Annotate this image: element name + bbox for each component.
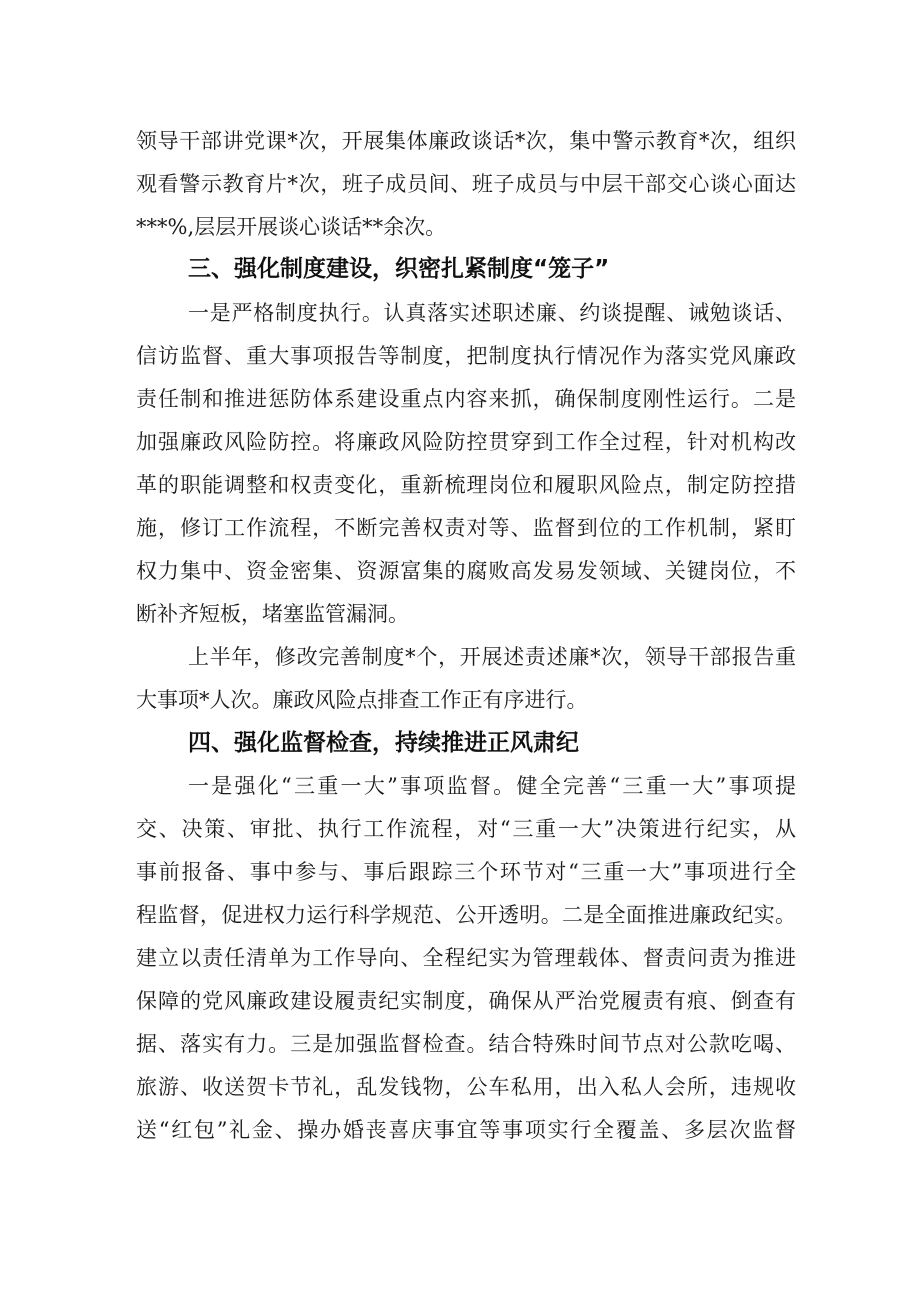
- text-line: 责任制和推进惩防体系建设重点内容来抓，确保制度刚性运行。二是: [136, 387, 796, 411]
- text-line: 交、决策、审批、执行工作流程，对“三重一大”决策进行纪实，从: [136, 817, 796, 841]
- text-line: 一是强化“三重一大”事项监督。健全完善“三重一大”事项提: [188, 774, 796, 798]
- text-line: 程监督，促进权力运行科学规范、公开透明。二是全面推进廉政纪实。: [136, 903, 796, 927]
- text-line: 观看警示教育片*次，班子成员间、班子成员与中层干部交心谈心面达: [136, 172, 796, 196]
- section-heading-4: 四、强化监督检查，持续推进正风肃纪: [188, 730, 579, 756]
- text-line: 大事项*人次。廉政风险点排查工作正有序进行。: [136, 688, 588, 712]
- text-line: 施，修订工作流程，不断完善权责对等、监督到位的工作机制，紧盯: [136, 516, 796, 540]
- text-line: ***%,层层开展谈心谈话**余次。: [136, 215, 447, 239]
- text-line: 送“红包”礼金、操办婚丧喜庆事宜等事项实行全覆盖、多层次监督: [136, 1118, 796, 1142]
- text-line: 加强廉政风险防控。将廉政风险防控贯穿到工作全过程，针对机构改: [136, 430, 796, 454]
- text-line: 上半年，修改完善制度*个，开展述责述廉*次，领导干部报告重: [188, 645, 796, 669]
- text-line: 旅游、收送贺卡节礼，乱发钱物，公车私用，出入私人会所，违规收: [136, 1075, 796, 1099]
- text-line: 一是严格制度执行。认真落实述职述廉、约谈提醒、诫勉谈话、: [188, 301, 796, 325]
- text-line: 事前报备、事中参与、事后跟踪三个环节对“三重一大”事项进行全: [136, 860, 796, 884]
- text-line: 据、落实有力。三是加强监督检查。结合特殊时间节点对公款吃喝、: [136, 1032, 796, 1056]
- text-line: 权力集中、资金密集、资源富集的腐败高发易发领域、关键岗位，不: [136, 559, 796, 583]
- text-line: 革的职能调整和权责变化，重新梳理岗位和履职风险点，制定防控措: [136, 473, 796, 497]
- text-line: 建立以责任清单为工作导向、全程纪实为管理载体、督责问责为推进: [136, 946, 796, 970]
- section-heading-3: 三、强化制度建设，织密扎紧制度“笼子”: [188, 256, 610, 282]
- text-line: 断补齐短板，堵塞监管漏洞。: [136, 602, 409, 626]
- text-line: 领导干部讲党课*次，开展集体廉政谈话*次，集中警示教育*次，组织: [136, 129, 796, 153]
- text-line: 保障的党风廉政建设履责纪实制度，确保从严治党履责有痕、倒查有: [136, 989, 796, 1013]
- text-line: 信访监督、重大事项报告等制度，把制度执行情况作为落实党风廉政: [136, 344, 796, 368]
